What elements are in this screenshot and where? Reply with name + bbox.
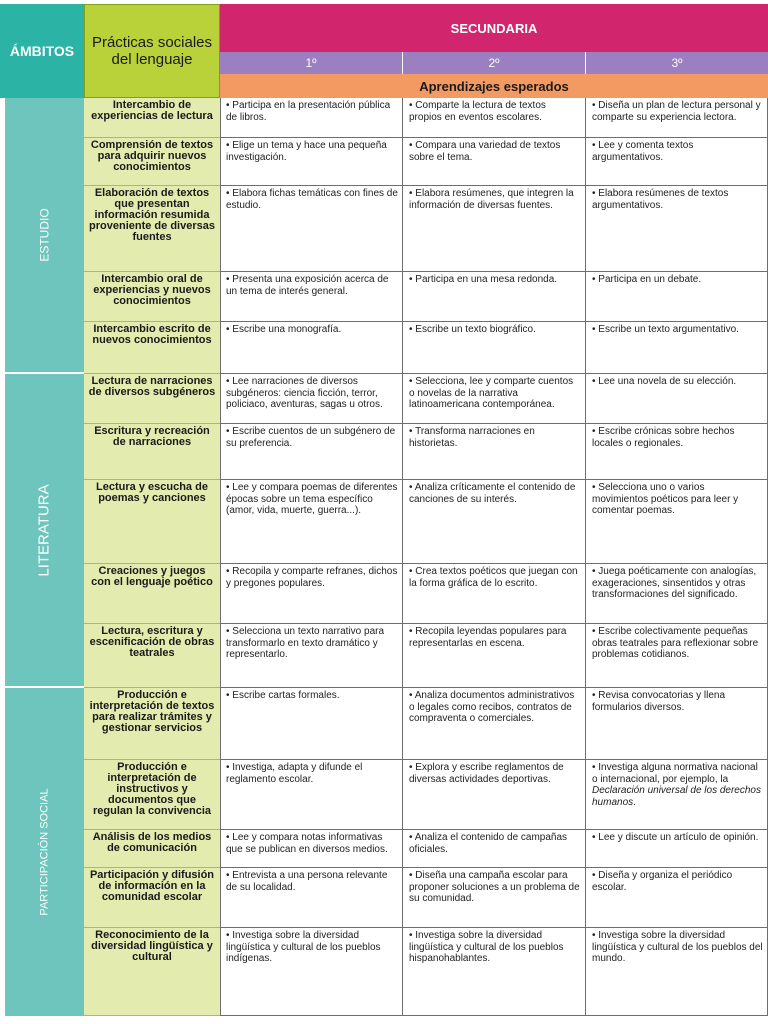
aprendizaje-grade-3: • Selecciona uno o varios movimientos poéticos para leer y comentar poemas.: [586, 480, 768, 564]
aprendizaje-grade-2: • Analiza críticamente el contenido de canciones de su interés.: [403, 480, 586, 564]
aprendizaje-grade-2: • Recopila leyendas populares para representarlas en escena.: [403, 624, 586, 688]
ambito-participacion-social: [0, 688, 84, 1016]
practica-label: Intercambio escrito de nuevos conocimientos: [84, 322, 220, 374]
aprendizaje-grade-2: • Selecciona, lee y comparte cuentos o novelas de la narrativa latinoamericana contemporánea.: [403, 374, 586, 424]
aprendizaje-grade-3: • Lee y discute un artículo de opinión.: [586, 830, 768, 868]
aprendizaje-grade-2: • Investiga sobre la diversidad lingüística y cultural de los pueblos hispanohablantes.: [403, 928, 586, 1016]
aprendizaje-grade-1: • Presenta una exposición acerca de un tema de interés general.: [220, 272, 403, 322]
header-practicas: Prácticas sociales del lenguaje: [84, 4, 220, 98]
aprendizaje-grade-3: • Juega poéticamente con analogías, exageraciones, sinsentidos y otras transformaciones del significado.: [586, 564, 768, 624]
practica-label: Reconocimiento de la diversidad lingüística y cultural: [84, 928, 220, 1016]
aprendizaje-grade-1: • Escribe cuentos de un subgénero de su preferencia.: [220, 424, 403, 480]
practica-label: Intercambio oral de experiencias y nuevos conocimientos: [84, 272, 220, 322]
aprendizaje-grade-2: • Transforma narraciones en historietas.: [403, 424, 586, 480]
aprendizaje-grade-1: • Recopila y comparte refranes, dichos y pregones populares.: [220, 564, 403, 624]
practica-label: Lectura y escucha de poemas y canciones: [84, 480, 220, 564]
aprendizaje-grade-3: • Diseña y organiza el periódico escolar.: [586, 868, 768, 928]
aprendizaje-grade-1: • Escribe una monografía.: [220, 322, 403, 374]
aprendizaje-grade-3: • Lee una novela de su elección.: [586, 374, 768, 424]
ambito-label: LITERATURA: [36, 483, 54, 577]
ambito-literatura: [0, 374, 84, 686]
practica-label: Análisis de los medios de comunicación: [84, 830, 220, 868]
aprendizaje-grade-1: • Elige un tema y hace una pequeña investigación.: [220, 138, 403, 186]
header-aprendizajes: Aprendizajes esperados: [220, 74, 768, 98]
aprendizaje-grade-1: • Elabora fichas temáticas con fines de estudio.: [220, 186, 403, 272]
aprendizaje-text: • Investiga alguna normativa nacional o internacional, por ejemplo, la: [592, 762, 758, 785]
practica-label: Elaboración de textos que presentan información resumida proveniente de diversas fuentes: [84, 186, 220, 272]
header-grade-3: 3º: [586, 52, 768, 74]
practica-label: Intercambio de experiencias de lectura: [84, 98, 220, 138]
aprendizaje-grade-2: • Participa en una mesa redonda.: [403, 272, 586, 322]
aprendizaje-grade-1: • Participa en la presentación pública de libros.: [220, 98, 403, 138]
aprendizaje-grade-3: • Diseña un plan de lectura personal y comparte su experiencia lectora.: [586, 98, 768, 138]
aprendizaje-grade-1: • Escribe cartas formales.: [220, 688, 403, 760]
practica-label: Creaciones y juegos con el lenguaje poético: [84, 564, 220, 624]
practica-label: Escritura y recreación de narraciones: [84, 424, 220, 480]
aprendizaje-grade-1: • Entrevista a una persona relevante de su localidad.: [220, 868, 403, 928]
aprendizaje-grade-3: • Escribe colectivamente pequeñas obras teatrales para reflexionar sobre problemas cotidianos.: [586, 624, 768, 688]
aprendizaje-grade-2: • Explora y escribe reglamentos de diversas actividades deportivas.: [403, 760, 586, 830]
header-grade-1: 1º: [220, 52, 403, 74]
aprendizaje-grade-2: • Escribe un texto biográfico.: [403, 322, 586, 374]
aprendizaje-grade-1: • Selecciona un texto narrativo para transformarlo en texto dramático y representarlo.: [220, 624, 403, 688]
header-secundaria: SECUNDARIA: [220, 4, 768, 52]
header-grade-2: 2º: [403, 52, 586, 74]
aprendizaje-grade-3: • Escribe crónicas sobre hechos locales o regionales.: [586, 424, 768, 480]
practica-label: Participación y difusión de información en la comunidad escolar: [84, 868, 220, 928]
aprendizaje-text-end: .: [633, 796, 636, 808]
aprendizaje-grade-1: • Investiga, adapta y difunde el reglamento escolar.: [220, 760, 403, 830]
ambito-label: PARTICIPACIÓN SOCIAL: [38, 788, 51, 916]
aprendizaje-grade-2: • Compara una variedad de textos sobre el tema.: [403, 138, 586, 186]
aprendizaje-grade-2: • Elabora resúmenes, que integren la información de diversas fuentes.: [403, 186, 586, 272]
aprendizaje-grade-2: • Analiza el contenido de campañas oficiales.: [403, 830, 586, 868]
aprendizaje-grade-2: • Crea textos poéticos que juegan con la forma gráfica de lo escrito.: [403, 564, 586, 624]
practica-label: Lectura de narraciones de diversos subgéneros: [84, 374, 220, 424]
aprendizaje-grade-2: • Comparte la lectura de textos propios en eventos escolares.: [403, 98, 586, 138]
aprendizaje-grade-3: • Elabora resúmenes de textos argumentativos.: [586, 186, 768, 272]
aprendizaje-grade-3: [586, 760, 768, 830]
practica-label: Comprensión de textos para adquirir nuevos conocimientos: [84, 138, 220, 186]
practica-label: Lectura, escritura y escenificación de obras teatrales: [84, 624, 220, 688]
aprendizaje-grade-2: • Diseña una campaña escolar para proponer soluciones a un problema de su comunidad.: [403, 868, 586, 928]
aprendizaje-grade-1: • Investiga sobre la diversidad lingüística y cultural de los pueblos indígenas.: [220, 928, 403, 1016]
aprendizaje-grade-1: • Lee y compara poemas de diferentes épocas sobre un tema específico (amor, vida, muerte, guerra...).: [220, 480, 403, 564]
ambito-label: ESTUDIO: [37, 208, 52, 262]
header-ambitos: ÁMBITOS: [0, 4, 84, 98]
practica-label: Producción e interpretación de textos para realizar trámites y gestionar servicios: [84, 688, 220, 760]
aprendizaje-grade-3: • Lee y comenta textos argumentativos.: [586, 138, 768, 186]
aprendizaje-grade-1: • Lee narraciones de diversos subgéneros: ciencia ficción, terror, policiaco, aventuras, sagas u otros.: [220, 374, 403, 424]
aprendizaje-grade-2: • Analiza documentos administrativos o legales como recibos, contratos de compraventa o comerciales.: [403, 688, 586, 760]
ambito-estudio: [0, 98, 84, 372]
aprendizaje-grade-3: • Revisa convocatorias y llena formularios diversos.: [586, 688, 768, 760]
aprendizaje-grade-3: • Participa en un debate.: [586, 272, 768, 322]
aprendizaje-grade-1: • Lee y compara notas informativas que se publican en diversos medios.: [220, 830, 403, 868]
aprendizaje-grade-3: • Escribe un texto argumentativo.: [586, 322, 768, 374]
practica-label: Producción e interpretación de instructivos y documentos que regulan la convivencia: [84, 760, 220, 830]
aprendizaje-grade-3: • Investiga sobre la diversidad lingüística y cultural de los pueblos del mundo.: [586, 928, 768, 1016]
aprendizaje-text-italic: Declaración universal de los derechos humanos: [592, 785, 761, 808]
